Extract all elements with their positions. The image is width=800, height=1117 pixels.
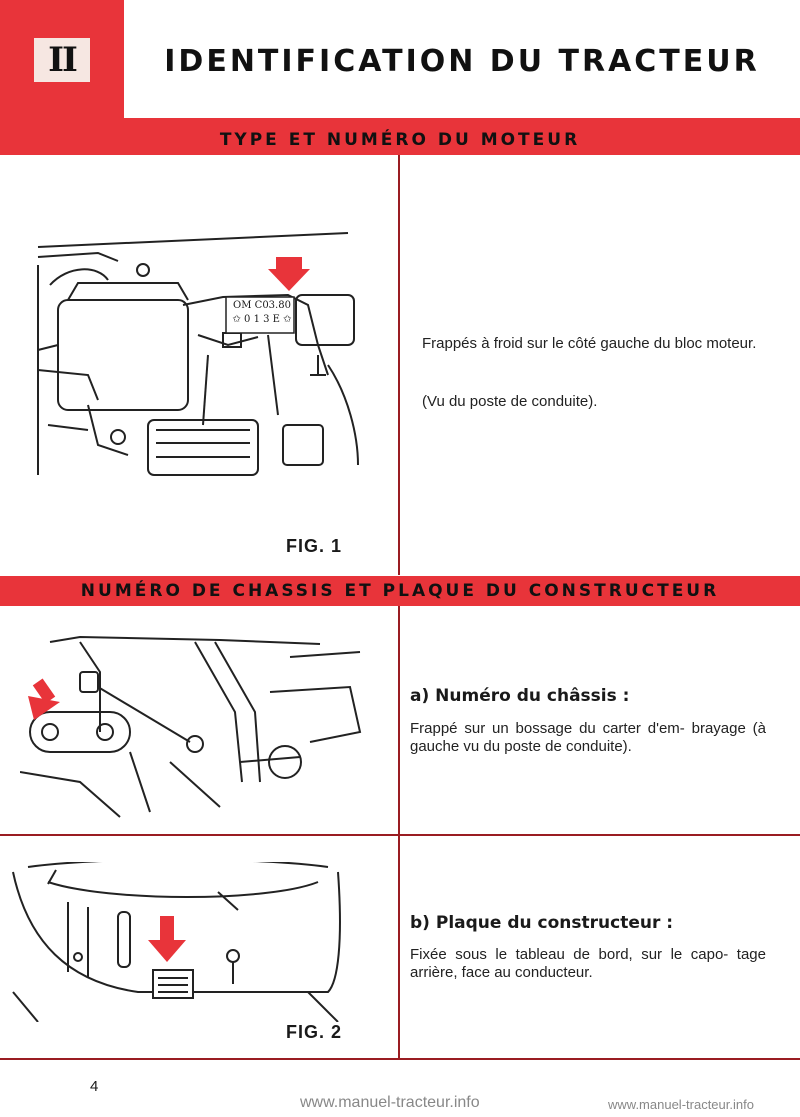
chassis-number-heading: a) Numéro du châssis :: [410, 686, 630, 706]
section-title-chassis: NUMÉRO DE CHASSIS ET PLAQUE DU CONSTRUCTEUR: [0, 576, 800, 606]
footer-url-right[interactable]: www.manuel-tracteur.info: [608, 1097, 754, 1112]
manufacturer-plate-text: Fixée sous le tableau de bord, sur le capo- tage arrière, face au conducteur.: [410, 946, 766, 981]
bottom-rule: [0, 1058, 800, 1060]
red-arrow-icon: [268, 257, 310, 291]
page-title: IDENTIFICATION DU TRACTEUR: [164, 44, 760, 79]
page-number: 4: [90, 1078, 99, 1095]
footer-url-center[interactable]: www.manuel-tracteur.info: [300, 1094, 480, 1111]
engine-plate-code: ✩ 0 1 3 E ✩: [232, 314, 292, 325]
figure-label-1: FIG. 1: [286, 536, 343, 556]
header-red-strip: [0, 118, 800, 125]
engine-plate-number: OM C03.80: [233, 300, 291, 311]
section-title-engine: TYPE ET NUMÉRO DU MOTEUR: [0, 125, 800, 155]
manufacturer-plate-heading: b) Plaque du constructeur :: [410, 913, 674, 933]
engine-viewpoint-text: (Vu du poste de conduite).: [422, 393, 598, 410]
figure-label-2: FIG. 2: [286, 1022, 343, 1042]
chassis-illustration: [20, 632, 380, 822]
engine-illustration: [28, 225, 368, 485]
chassis-number-text: Frappé sur un bossage du carter d'em- brayage (à gauche vu du poste de conduite).: [410, 720, 766, 755]
section1-column-divider: [398, 155, 400, 575]
red-arrow-icon: [148, 916, 186, 962]
engine-location-text: Frappés à froid sur le côté gauche du bloc moteur.: [422, 335, 757, 352]
dashboard-illustration: [8, 862, 353, 1022]
chapter-number: II: [34, 38, 90, 82]
section2-column-divider: [398, 606, 400, 1058]
section2-row-divider: [0, 834, 800, 836]
